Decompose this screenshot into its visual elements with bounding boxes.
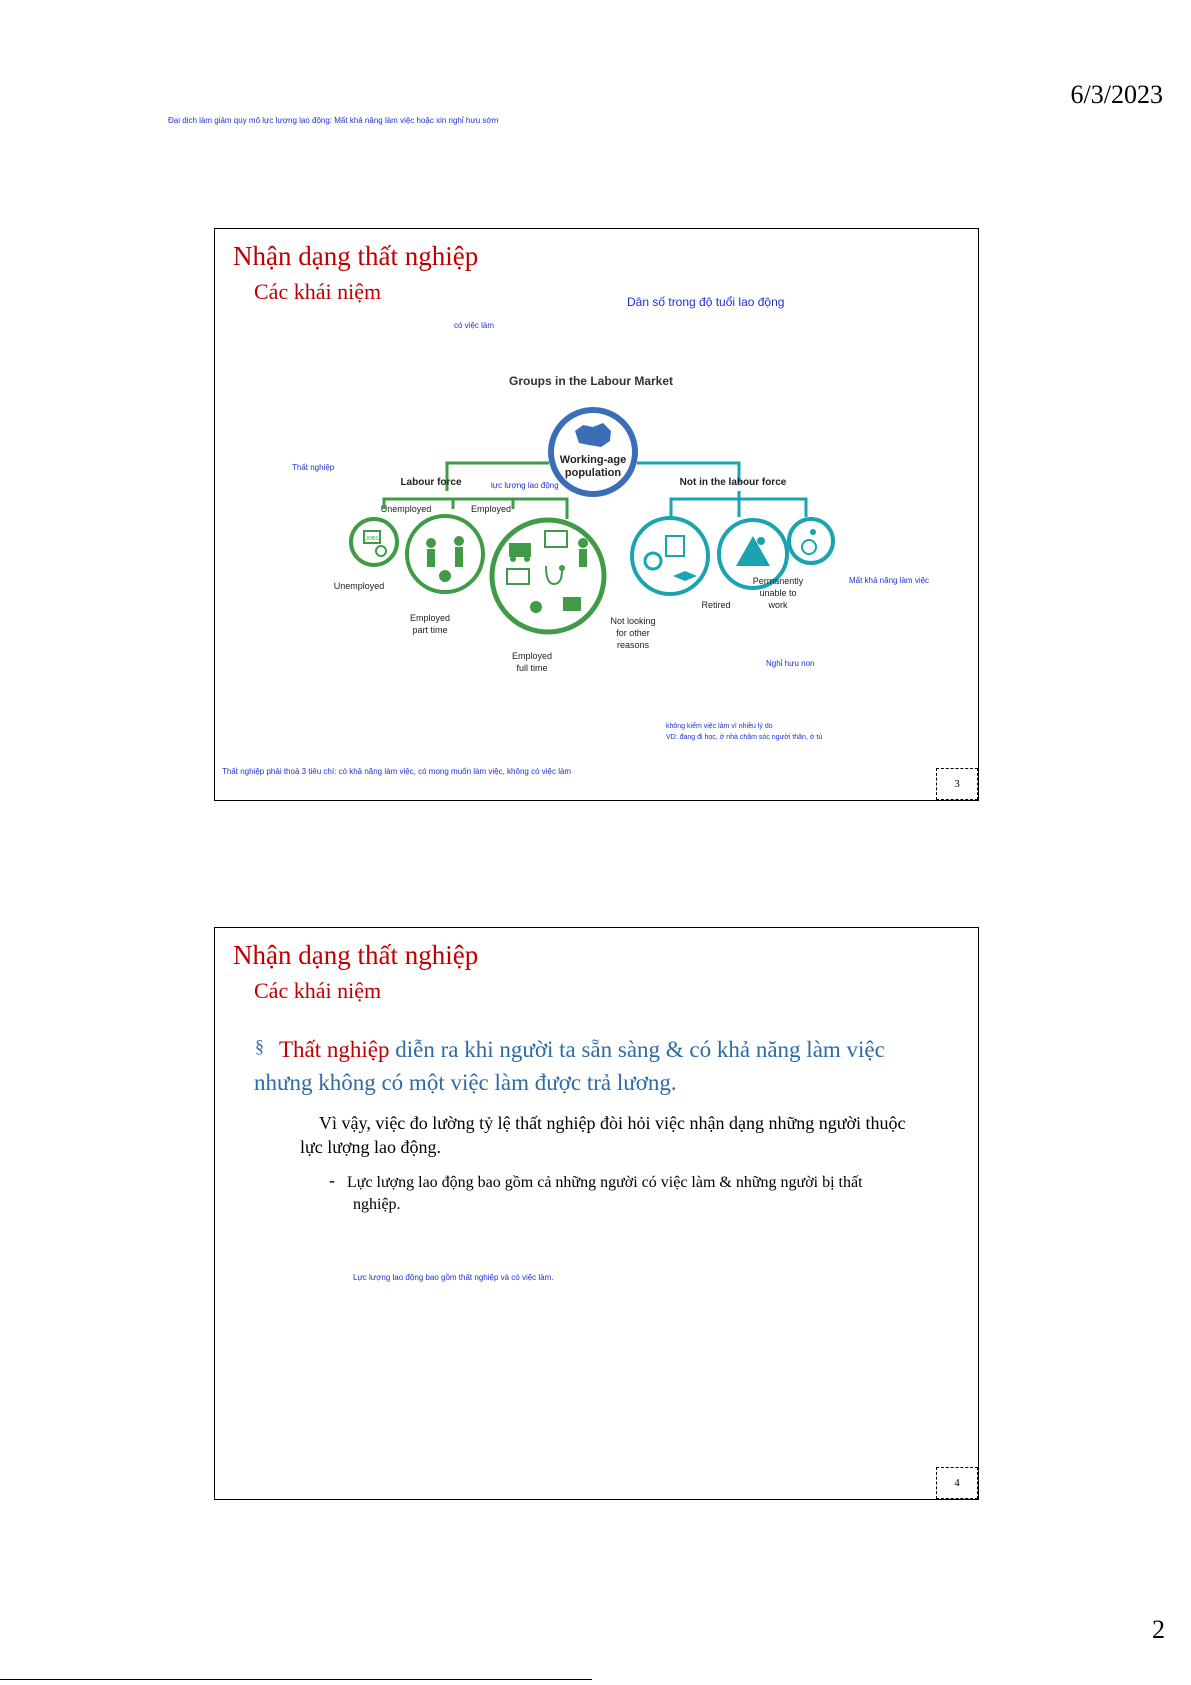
label-unemployed: Unemployed [333,581,385,591]
gardener-icon [757,537,765,545]
label-retired: Retired [701,600,731,610]
dash-marker: - [329,1170,335,1190]
slide-annotation: Lực lượng lao động bao gồm thất nghiệp và có việc làm. [353,1273,554,1282]
annotation-unable-to-work: Mất khả năng làm việc [849,576,930,585]
theatre-masks-icon [439,570,451,582]
jobs-sign-label: JOBS [365,536,379,542]
annotation-working-age: Dân số trong độ tuổi lao động [627,295,785,309]
connector-labour-force [447,463,549,483]
bullet-marker: § [255,1036,264,1056]
annotation-labour-force: lực lượng lao động [491,481,559,490]
slide-3 [214,228,979,801]
connector-nilf-branches [671,491,806,517]
working-age-circle [551,410,635,494]
annotation-criteria: Thất nghiệp phải thoả 3 tiêu chí: có khả năng làm việc, có mong muốn làm việc, không có việc làm [222,767,572,776]
root-label-2: population [564,467,622,479]
label-not-looking-3: reasons [616,640,650,650]
label-unable-3: work [768,600,788,610]
slide-subtitle: Các khái niệm [254,279,382,304]
label-labour-force: Labour force [400,477,462,488]
annotation-employed: có việc làm [454,321,495,330]
diagram-title: Groups in the Labour Market [508,374,674,388]
label-unable-2: unable to [759,588,797,598]
bullet-term: Thất nghiệp [279,1037,390,1062]
label-unable-1: Permanently [752,576,804,586]
label-part-time-2: part time [412,625,448,635]
wheelchair-icon [810,529,816,535]
full-time-circle [492,520,604,632]
annotation-not-looking-2: VD: đang đi học, ở nhà chăm sóc người thân, ở tù [666,734,823,741]
chef-icon [530,601,542,613]
label-not-looking-1: Not looking [610,616,656,626]
person-icon [454,536,464,546]
label-not-looking-2: for other [616,628,650,638]
slide-title: Nhận dạng thất nghiệp [233,241,479,271]
label-employed-header: Employed [470,504,512,514]
slide-subtitle: Các khái niệm [254,978,382,1003]
slide-4 [214,927,979,1500]
root-label-1: Working-age [559,454,627,466]
truck-icon [509,543,531,557]
sub-bullet-2: Lực lượng lao động bao gồm cả những người có việc làm & những người bị thất nghiệp. [347,1174,863,1213]
cash-register-icon [563,597,581,611]
top-annotation: Đại dịch làm giảm quy mô lực lượng lao động: Mất khả năng làm việc hoặc xin nghỉ hưu sớm [168,116,499,125]
label-full-time-2: full time [516,663,548,673]
label-part-time-1: Employed [409,613,451,623]
annotation-early-retire: Nghỉ hưu non [766,659,815,668]
footer-rule [0,1679,592,1680]
teacher-icon [578,538,588,548]
annotation-not-looking-1: không kiếm việc làm vì nhiều lý do [666,723,773,730]
label-full-time-1: Employed [511,651,553,661]
page-number: 2 [1152,1615,1165,1644]
bullet-text: diễn ra khi người ta sẵn sàng & có khả năng làm việc nhưng không có một việc làm được trả lương. [254,1037,885,1095]
sub-bullet-1: Vì vậy, việc đo lường tỷ lệ thất nghiệp đòi hỏi việc nhận dạng những người thuộc lực lượng lao động. [300,1113,906,1157]
slide-title: Nhận dạng thất nghiệp [233,940,479,970]
slide-number: 4 [936,1467,978,1499]
annotation-unemployed: Thất nghiệp [292,463,335,472]
page-date: 6/3/2023 [1070,80,1163,109]
labour-market-diagram [331,371,851,681]
main-bullet [254,1033,894,1099]
label-not-labour-force: Not in the labour force [679,477,787,488]
worker-icon [426,538,436,548]
label-unemployed-header: Unemployed [380,504,432,514]
slide-number: 3 [936,768,978,800]
